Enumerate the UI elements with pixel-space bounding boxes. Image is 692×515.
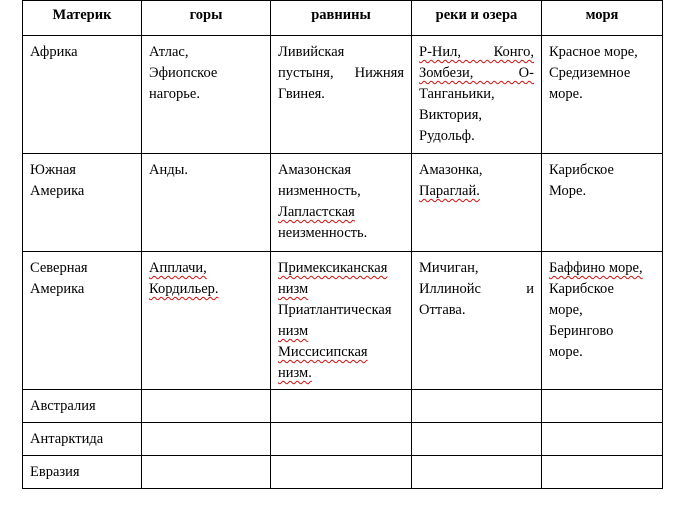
header-rivers-lakes: реки и озера [412,1,542,36]
cell-line: Танганьики, [419,86,495,102]
table-row [23,390,663,423]
cell-rivers-lakes [412,252,542,390]
cell-line: Лапластская [278,204,355,220]
cell-line: Мичиган, [419,260,479,276]
cell-seas [542,252,663,390]
cell-line: Миссисипская [278,344,368,360]
cell-seas [542,36,663,154]
cell-line: нагорье. [149,86,200,102]
header-plains: равнины [271,1,412,36]
cell-seas [542,390,663,423]
cell-line: море. [549,86,583,102]
cell-line: Америка [30,183,85,199]
header-mountains: горы [142,1,271,36]
cell-continent [23,423,142,456]
cell-mountains [142,252,271,390]
table-row [23,456,663,489]
cell-line: Карибское [549,162,614,178]
cell-continent [23,252,142,390]
cell-rivers-lakes [412,154,542,252]
cell-plains [271,154,412,252]
table-row [23,36,663,154]
cell-line: Апплачи, [149,260,207,276]
cell-rivers-lakes [412,36,542,154]
cell-continent [23,154,142,252]
cell-plains [271,423,412,456]
cell-line: Эфиопское [149,65,218,81]
cell-line: Виктория, [419,107,482,123]
cell-continent [23,390,142,423]
header-continent: Материк [23,1,142,36]
cell-mountains [142,36,271,154]
header-row [23,1,663,36]
cell-plains [271,456,412,489]
cell-line: Баффино море, [549,260,643,276]
cell-line: Ливийская [278,44,345,60]
cell-line: Амазонка, [419,162,483,178]
cell-line: Африка [30,44,78,60]
cell-line: Австралия [30,398,96,414]
continents-table [22,0,663,489]
cell-line: Южная [30,162,76,178]
cell-line: Р-Нил, Конго, [419,44,534,60]
cell-plains [271,390,412,423]
cell-line: низменность, [278,183,361,199]
cell-line: Иллинойс и [419,281,534,297]
cell-line: Антарктида [30,431,104,447]
cell-continent [23,456,142,489]
cell-line: Параглай. [419,183,480,199]
cell-plains [271,252,412,390]
cell-rivers-lakes [412,390,542,423]
cell-rivers-lakes [412,456,542,489]
table-row [23,252,663,390]
cell-mountains [142,456,271,489]
cell-line: низм. [278,365,312,381]
cell-line: Приатлантическая [278,302,392,318]
cell-line: Примексиканская [278,260,388,276]
cell-line: Море. [549,183,587,199]
cell-plains [271,36,412,154]
cell-line: море. [549,344,583,360]
cell-line: Анды. [149,162,188,178]
cell-line: Атлас, [149,44,189,60]
cell-line: Америка [30,281,85,297]
cell-seas [542,456,663,489]
cell-line: Гвинея. [278,86,325,102]
cell-line: Кордильер. [149,281,219,297]
cell-line: Карибское [549,281,614,297]
cell-line: неизменность. [278,225,368,241]
cell-seas [542,154,663,252]
cell-line: море, [549,302,583,318]
cell-mountains [142,390,271,423]
cell-line: Оттава. [419,302,466,318]
cell-continent [23,36,142,154]
cell-line: пустыня, Нижняя [278,65,404,81]
cell-line: Рудольф. [419,128,475,144]
cell-seas [542,423,663,456]
cell-mountains [142,423,271,456]
cell-line: Северная [30,260,88,276]
cell-line: Амазонская [278,162,352,178]
cell-line: Средиземное [549,65,631,81]
cell-rivers-lakes [412,423,542,456]
cell-line: низм [278,323,309,339]
table-row [23,154,663,252]
cell-line: Берингово [549,323,614,339]
table-row [23,423,663,456]
header-seas: моря [542,1,663,36]
cell-line: Красное море, [549,44,638,60]
cell-mountains [142,154,271,252]
cell-line: Евразия [30,464,80,480]
cell-line: Зомбези, О- [419,65,534,81]
cell-line: низм [278,281,309,297]
